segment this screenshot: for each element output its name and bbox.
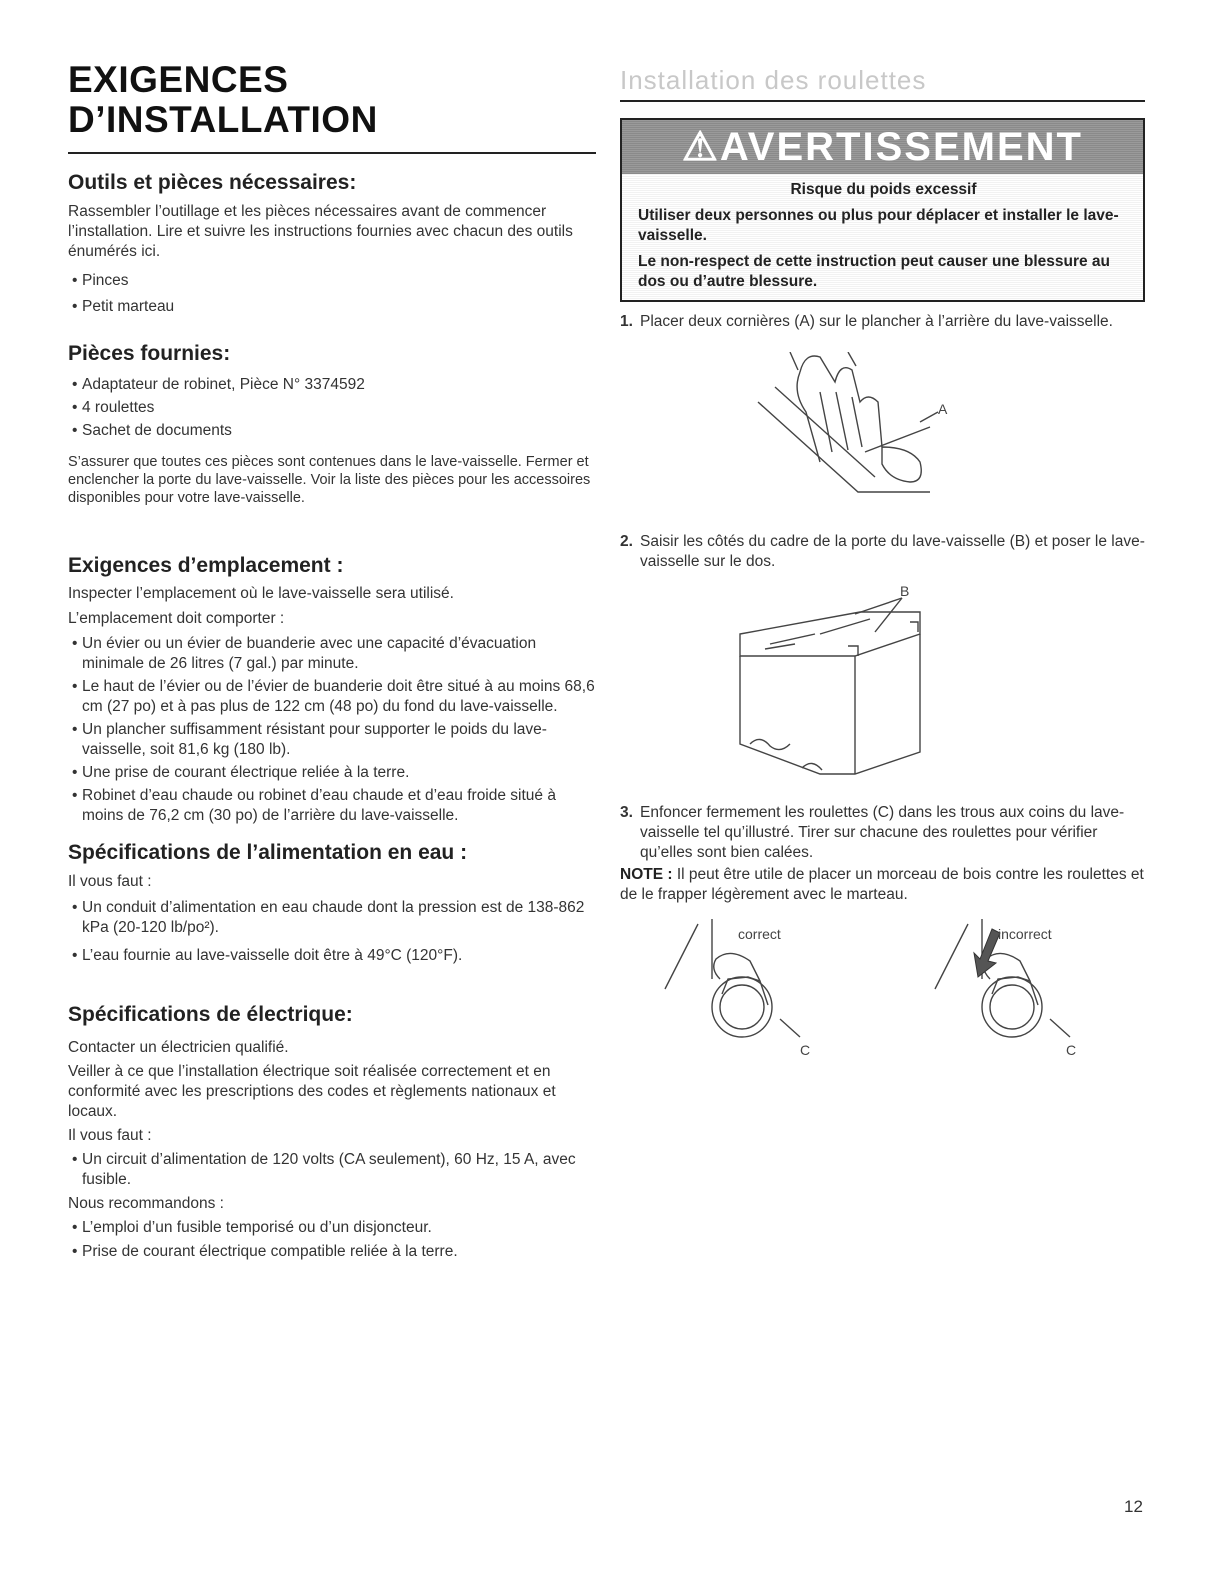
list-item: • Sachet de documents bbox=[68, 421, 596, 441]
incorrect-arrow-icon bbox=[974, 929, 1000, 977]
step-1-number: 1. bbox=[620, 313, 633, 330]
electric-heading: Spécifications de électrique: bbox=[68, 1003, 353, 1026]
warning-heading: AVERTISSEMENT bbox=[719, 125, 1083, 169]
warning-box bbox=[620, 118, 1145, 302]
parts-note: S’assurer que toutes ces pièces sont contenues dans le lave-vaisselle. Fermer et enclencher la porte du lave-vaisselle. Voir la liste des pièces pour les accessoires disponibles pour votre lave-vaisselle. bbox=[68, 454, 591, 506]
water-list bbox=[68, 898, 596, 966]
figure-dishwasher-on-back bbox=[620, 574, 1145, 789]
location-list bbox=[68, 634, 596, 826]
label-c-correct: C bbox=[800, 1042, 811, 1058]
tools-heading: Outils et pièces nécessaires: bbox=[68, 171, 357, 194]
title-rule bbox=[68, 152, 596, 154]
list-item: • Prise de courant électrique compatible reliée à la terre. bbox=[68, 1242, 596, 1262]
note-text: Il peut être utile de placer un morceau de bois contre les roulettes et de le frapper légèrement avec le marteau. bbox=[620, 866, 1144, 903]
list-item: • L’eau fournie au lave-vaisselle doit être à 49°C (120°F). bbox=[68, 946, 596, 966]
step-1-text: Placer deux cornières (A) sur le plancher à l’arrière du lave-vaisselle. bbox=[640, 313, 1113, 330]
electric-p3: Il vous faut : bbox=[68, 1127, 152, 1144]
note-label: NOTE : bbox=[620, 866, 673, 883]
parts-list bbox=[68, 375, 596, 441]
list-item: • Robinet d’eau chaude ou robinet d’eau chaude et d’eau froide situé à moins de 76,2 cm (30 po) de l’arrière du lave-vaisselle. bbox=[68, 786, 596, 826]
step-1 bbox=[620, 312, 1145, 332]
step-2 bbox=[620, 532, 1145, 572]
label-correct: correct bbox=[738, 926, 781, 942]
page-title: EXIGENCES D’INSTALLATION bbox=[68, 59, 378, 140]
step-3 bbox=[620, 803, 1145, 863]
water-heading: Spécifications de l’alimentation en eau : bbox=[68, 841, 468, 864]
step-2-text: Saisir les côtés du cadre de la porte du lave-vaisselle (B) et poser le lave-vaisselle sur le dos. bbox=[640, 533, 1145, 570]
figure-casters bbox=[620, 919, 1145, 1069]
note bbox=[620, 865, 1145, 905]
list-item: • Un conduit d’alimentation en eau chaude dont la pression est de 138-862 kPa (20-120 lb/po²). bbox=[68, 898, 596, 938]
list-item: • Un plancher suffisamment résistant pour supporter le poids du lave-vaisselle, soit 81,6 kg (180 lb). bbox=[68, 720, 596, 760]
location-p1: Inspecter l’emplacement où le lave-vaisselle sera utilisé. bbox=[68, 585, 454, 602]
warning-body bbox=[622, 174, 1143, 300]
figure-angle-brackets bbox=[620, 352, 1145, 512]
section-title: Installation des roulettes bbox=[620, 65, 927, 95]
list-item: • 4 roulettes bbox=[68, 398, 596, 418]
list-item: • Petit marteau bbox=[68, 297, 596, 317]
list-item: • Le haut de l’évier ou de l’évier de buanderie doit être situé à au moins 68,6 cm (27 po) et à pas plus de 122 cm (48 po) du fond du lave-vaisselle. bbox=[68, 677, 596, 717]
label-c-incorrect: C bbox=[1066, 1042, 1077, 1058]
step-2-number: 2. bbox=[620, 533, 633, 550]
warning-icon: ⚠ bbox=[682, 125, 720, 169]
electric-p2: Veiller à ce que l’installation électrique soit réalisée correctement et en conformité avec les prescriptions des codes et règlements nationaux et locaux. bbox=[68, 1063, 556, 1120]
warning-risk: Risque du poids excessif bbox=[790, 181, 977, 198]
electric-p1: Contacter un électricien qualifié. bbox=[68, 1039, 289, 1056]
parts-heading: Pièces fournies: bbox=[68, 342, 231, 365]
location-p2: L’emplacement doit comporter : bbox=[68, 610, 285, 627]
hand-illustration bbox=[758, 352, 938, 492]
electric-p4: Nous recommandons : bbox=[68, 1195, 224, 1212]
warning-header bbox=[622, 120, 1143, 174]
list-item: • Un circuit d’alimentation de 120 volts (CA seulement), 60 Hz, 15 A, avec fusible. bbox=[68, 1150, 596, 1190]
label-b: B bbox=[900, 583, 910, 599]
right-column bbox=[620, 60, 1145, 1069]
label-a: A bbox=[938, 401, 948, 417]
step-3-number: 3. bbox=[620, 804, 633, 821]
list-item: • Adaptateur de robinet, Pièce N° 3374592 bbox=[68, 375, 596, 395]
electric-list-1 bbox=[68, 1150, 596, 1190]
water-p1: Il vous faut : bbox=[68, 873, 152, 890]
list-item: • Pinces bbox=[68, 271, 596, 291]
list-item: • Un évier ou un évier de buanderie avec une capacité d’évacuation minimale de 26 litres (7 gal.) par minute. bbox=[68, 634, 596, 674]
electric-list-2 bbox=[68, 1218, 596, 1262]
list-item: • L’emploi d’un fusible temporisé ou d’un disjoncteur. bbox=[68, 1218, 596, 1238]
section-rule bbox=[620, 100, 1145, 102]
location-heading: Exigences d’emplacement : bbox=[68, 554, 344, 577]
warning-line-2: Le non-respect de cette instruction peut causer une blessure au dos ou d’autre blessure. bbox=[638, 253, 1111, 290]
left-column bbox=[68, 60, 596, 1262]
list-item: • Une prise de courant électrique reliée à la terre. bbox=[68, 763, 596, 783]
dishwasher-illustration bbox=[740, 598, 920, 774]
warning-line-1: Utiliser deux personnes ou plus pour déplacer et installer le lave-vaisselle. bbox=[638, 207, 1119, 244]
page-number: 12 bbox=[1124, 1497, 1143, 1516]
step-3-text: Enfoncer fermement les roulettes (C) dans les trous aux coins du lave-vaisselle tel qu’illustré. Tirer sur chacune des roulettes pour vérifier qu’elles sont bien calées. bbox=[640, 804, 1125, 861]
label-incorrect: incorrect bbox=[998, 926, 1052, 942]
tools-list bbox=[68, 271, 596, 317]
tools-intro: Rassembler l’outillage et les pièces nécessaires avant de commencer l’installation. Lire et suivre les instructions fournies avec chacun des outils énumérés ici. bbox=[68, 203, 573, 260]
